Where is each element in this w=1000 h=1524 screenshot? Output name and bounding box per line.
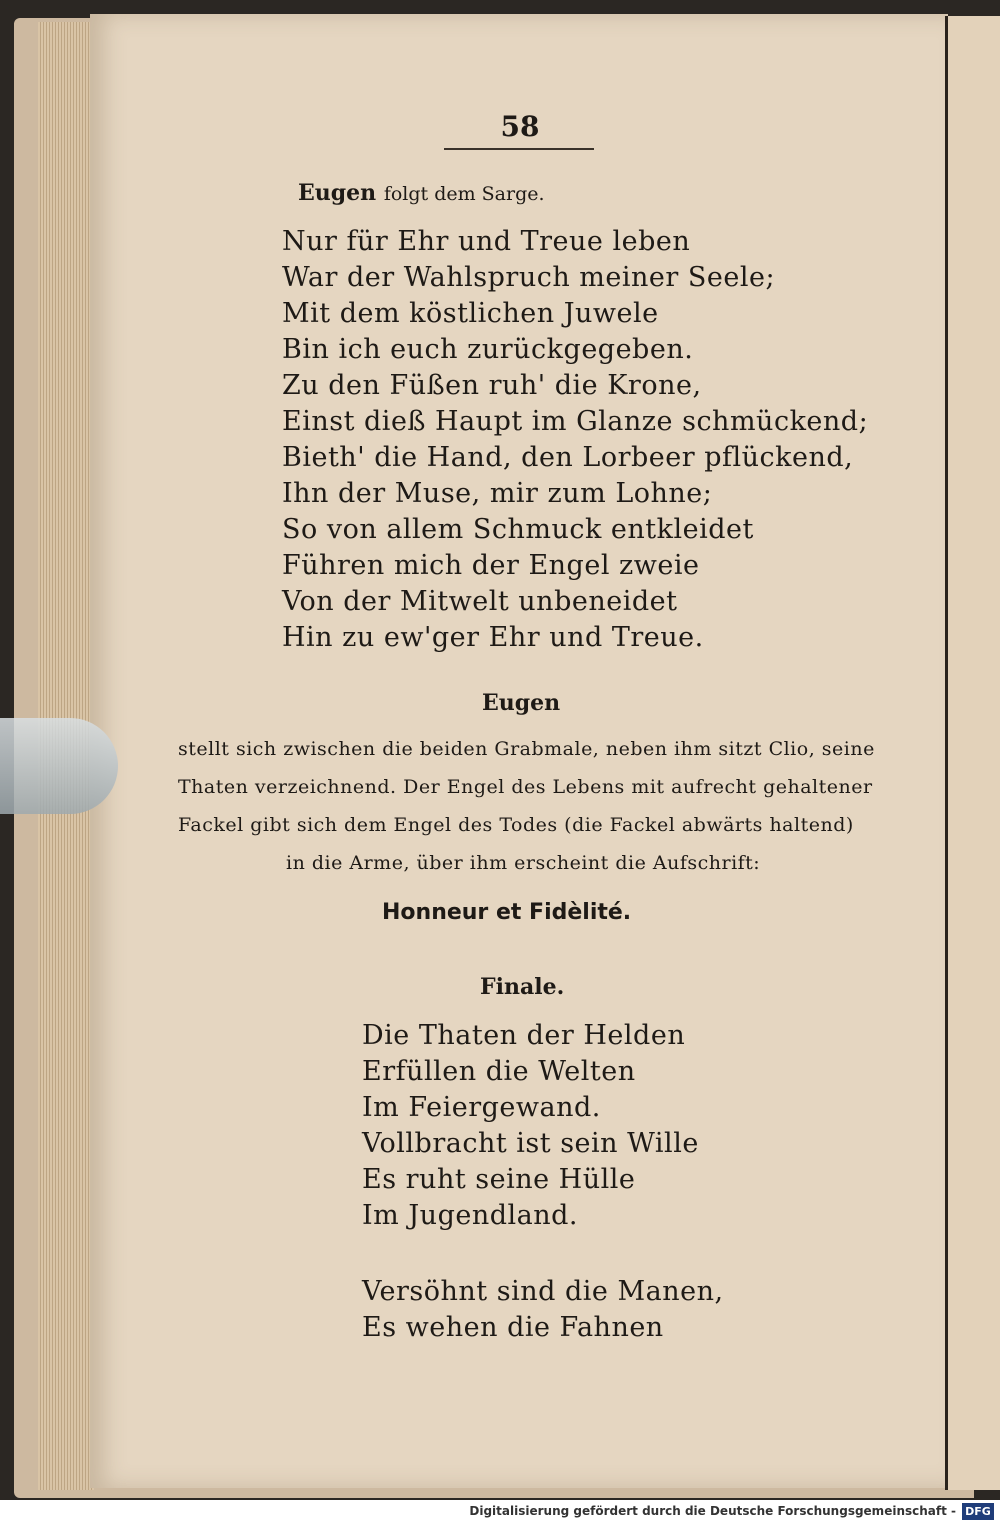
section-heading-eugen-2: Eugen	[482, 690, 561, 716]
finale-line: Die Thaten der Helden	[362, 1020, 686, 1051]
verse-line: Einst dieß Haupt im Glanze schmückend;	[282, 406, 869, 437]
verse-line: Bin ich euch zurückgegeben.	[282, 334, 694, 365]
prose-line: Fackel gibt sich dem Engel des Todes (die Fackel abwärts haltend)	[178, 814, 854, 836]
verse-line: Mit dem köstlichen Juwele	[282, 298, 659, 329]
verse-line: War der Wahlspruch meiner Seele;	[282, 262, 776, 293]
footer-credit: Digitalisierung gefördert durch die Deutsche Forschungsgemeinschaft -	[469, 1504, 956, 1518]
verse-line: Zu den Füßen ruh' die Krone,	[282, 370, 702, 401]
verse-line: Von der Mitwelt unbeneidet	[282, 586, 678, 617]
prose-line: Thaten verzeichnend. Der Engel des Lebens mit aufrecht gehaltener	[178, 776, 873, 798]
footer-bar	[0, 1500, 1000, 1524]
header-rule	[444, 148, 594, 150]
page-number: 58	[500, 110, 540, 143]
speaker-name: Eugen	[298, 180, 377, 206]
verse-line: Nur für Ehr und Treue leben	[282, 226, 691, 257]
stage-direction: folgt dem Sarge.	[383, 183, 545, 205]
facing-page-edge	[948, 16, 1000, 1490]
finale-line: Es wehen die Fahnen	[362, 1312, 664, 1343]
verse-line: Führen mich der Engel zweie	[282, 550, 700, 581]
verse-line: Ihn der Muse, mir zum Lohne;	[282, 478, 713, 509]
finale-line: Erfüllen die Welten	[362, 1056, 636, 1087]
thumb-holding-page	[0, 718, 118, 814]
finale-line: Im Feiergewand.	[362, 1092, 601, 1123]
prose-line: stellt sich zwischen die beiden Grabmale, neben ihm sitzt Clio, seine	[178, 738, 875, 760]
prose-line: in die Arme, über ihm erscheint die Aufschrift:	[286, 852, 761, 874]
finale-line: Versöhnt sind die Manen,	[362, 1276, 724, 1307]
verse-line: So von allem Schmuck entkleidet	[282, 514, 754, 545]
finale-heading: Finale.	[480, 974, 565, 1000]
dfg-logo-icon: DFG	[962, 1503, 994, 1520]
finale-line: Es ruht seine Hülle	[362, 1164, 636, 1195]
verse-line: Bieth' die Hand, den Lorbeer pflückend,	[282, 442, 854, 473]
book-page	[90, 14, 948, 1488]
section-heading-eugen	[298, 180, 545, 206]
inscription: Honneur et Fidèlité.	[382, 900, 632, 925]
verse-line: Hin zu ew'ger Ehr und Treue.	[282, 622, 704, 653]
finale-line: Im Jugendland.	[362, 1200, 578, 1231]
finale-line: Vollbracht ist sein Wille	[362, 1128, 699, 1159]
